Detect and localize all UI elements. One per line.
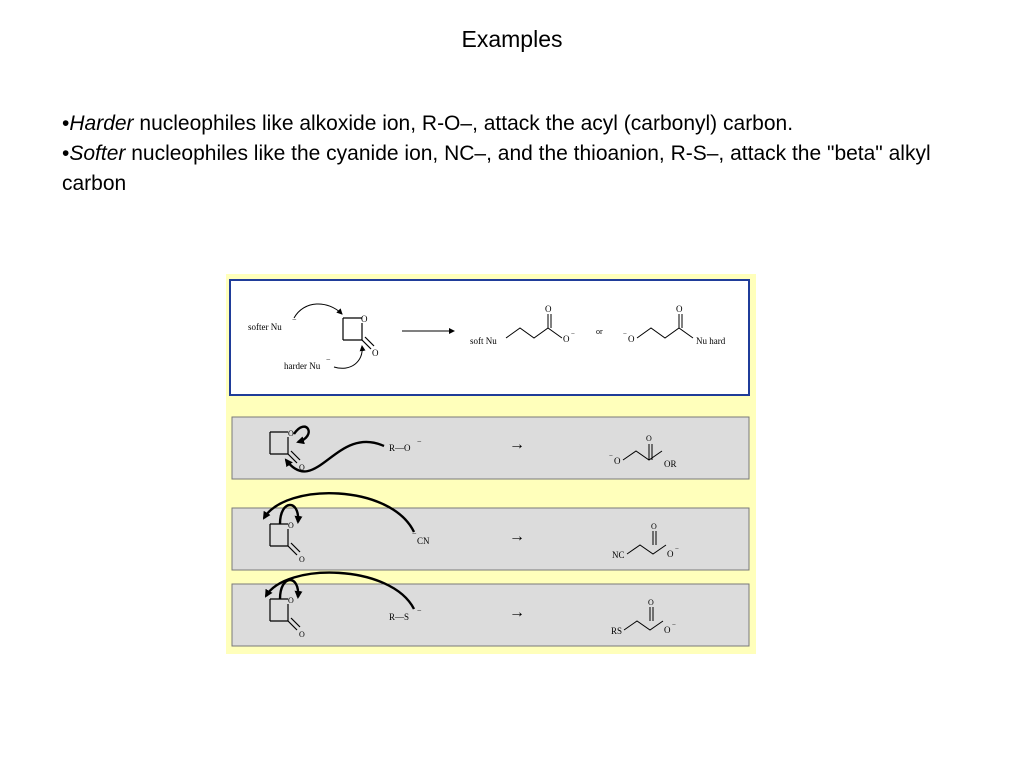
bullet-list	[62, 109, 967, 199]
nucleophile-charge: −	[412, 529, 417, 538]
product-charge: −	[609, 452, 613, 460]
product-right: O	[664, 625, 671, 635]
nucleophile-cyanide: CN	[417, 536, 430, 546]
product-left: O	[614, 456, 621, 466]
bullet-harder	[62, 109, 967, 139]
product2-charge: −	[623, 330, 627, 338]
product-left: NC	[612, 550, 625, 560]
label-softer-nu: softer Nu	[248, 322, 282, 332]
ring-oxygen: O	[288, 596, 294, 605]
reaction-figure	[226, 274, 756, 654]
charge-harder-nu: −	[326, 355, 331, 364]
label-nu-hard: Nu hard	[696, 336, 726, 346]
bullet-emphasis-harder: Harder	[69, 112, 134, 135]
product-top-oxygen: O	[648, 598, 654, 607]
nucleophile-alkoxide: R—O	[389, 443, 411, 453]
product-oxygen-charge: −	[571, 330, 575, 338]
row-thioanion	[232, 584, 749, 646]
product2-top-oxygen: O	[676, 304, 683, 314]
product-left: RS	[611, 626, 623, 636]
label-harder-nu: harder Nu	[284, 361, 321, 371]
product-charge: −	[675, 545, 679, 553]
ring-oxygen: O	[288, 521, 294, 530]
carbonyl-oxygen: O	[299, 630, 305, 639]
bullet-text-softer: nucleophiles like the cyanide ion, NC–, and the thioanion, R-S–, attack the "beta" alkyl carbon	[62, 142, 931, 195]
reaction-diagram	[226, 274, 756, 654]
row-cyanide	[232, 508, 749, 570]
product2-oxygen-anion: O	[628, 334, 635, 344]
reaction-arrow-row2: →	[509, 528, 525, 545]
charge-softer-nu: −	[292, 315, 297, 324]
bullet-marker: •	[62, 142, 70, 165]
bullet-softer	[62, 139, 967, 199]
product-top-oxygen: O	[646, 434, 652, 443]
bullet-marker: •	[62, 112, 70, 135]
product-top-oxygen: O	[545, 304, 552, 314]
ring-oxygen: O	[288, 429, 294, 438]
label-or: or	[596, 327, 603, 336]
product-right: O	[667, 549, 674, 559]
ring-oxygen: O	[361, 314, 368, 324]
nucleophile-charge: −	[417, 437, 422, 446]
carbonyl-oxygen: O	[299, 463, 305, 472]
carbonyl-oxygen: O	[299, 555, 305, 564]
bullet-emphasis-softer: Softer	[69, 142, 126, 165]
slide-title: Examples	[461, 26, 563, 52]
nucleophile-thioanion: R—S	[389, 612, 410, 622]
product-oxygen-anion: O	[563, 334, 570, 344]
bullet-text-harder: nucleophiles like alkoxide ion, R-O–, attack the acyl (carbonyl) carbon.	[133, 112, 794, 135]
nucleophile-charge: −	[417, 606, 422, 615]
label-soft-nu: soft Nu	[470, 336, 497, 346]
product-right: OR	[664, 459, 677, 469]
carbonyl-oxygen: O	[372, 348, 379, 358]
reaction-arrow-row1: →	[509, 436, 525, 453]
product-charge: −	[672, 621, 676, 629]
reaction-arrow-row3: →	[509, 604, 525, 621]
product-top-oxygen: O	[651, 522, 657, 531]
